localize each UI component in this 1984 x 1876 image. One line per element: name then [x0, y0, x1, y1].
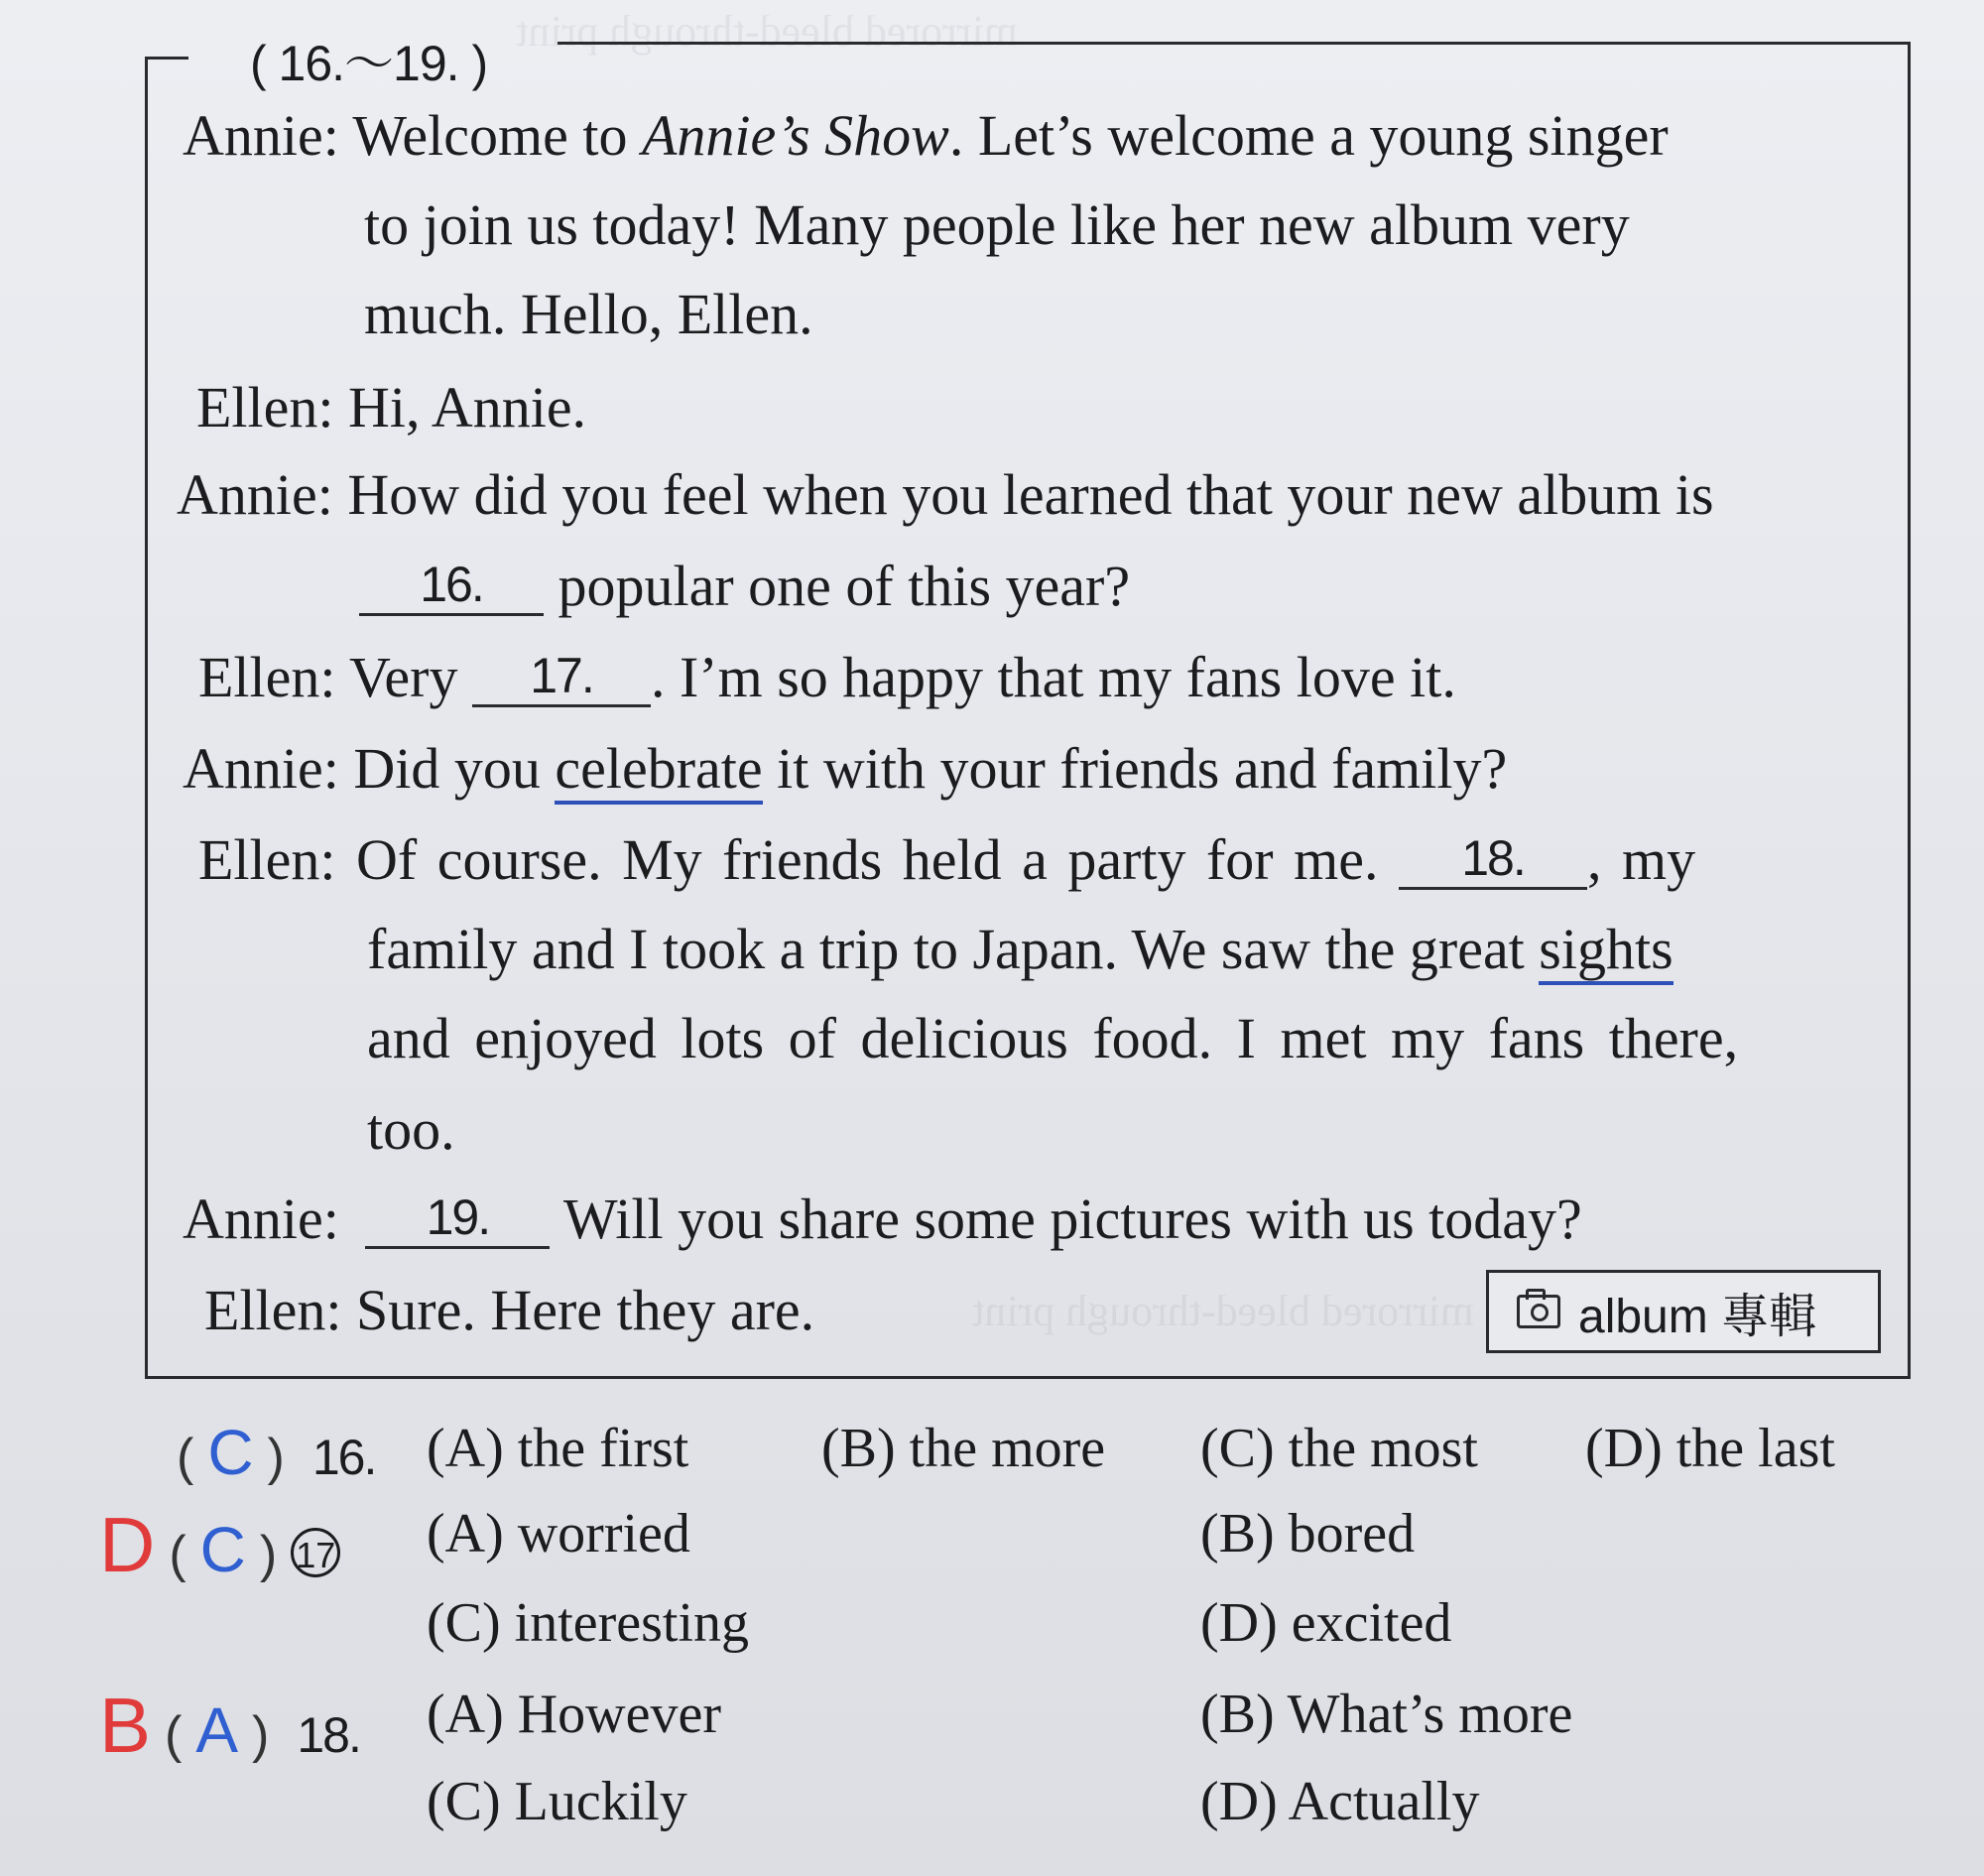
dialogue-line-5 — [177, 462, 1714, 527]
dialogue-line-12: too. — [367, 1097, 455, 1162]
option-17a: (A) worried — [427, 1503, 690, 1564]
answer-paren: ) — [252, 1706, 270, 1764]
speaker-annie: Annie: — [183, 736, 339, 801]
question-18 — [99, 1682, 360, 1769]
dialogue-line-7 — [198, 645, 1456, 711]
question-range: ( 16.～19. ) — [250, 36, 488, 91]
line-text: Did you — [353, 736, 556, 801]
circled-question-number: 17 — [291, 1528, 340, 1577]
blank-18: 18. — [1399, 833, 1587, 890]
answer-paren: ( — [177, 1429, 194, 1486]
line-text: . I’m so happy that my fans love it. — [650, 645, 1456, 709]
dialogue-line-4 — [196, 375, 587, 439]
underlined-word-celebrate: celebrate — [555, 736, 762, 805]
dialogue-line-9 — [198, 827, 1696, 894]
underlined-word-sights: sights — [1539, 917, 1673, 985]
speaker-ellen: Ellen: — [198, 827, 336, 892]
answer-paren: ) — [267, 1429, 285, 1486]
line-text: Welcome to — [352, 103, 642, 168]
dialogue-line-10 — [367, 917, 1674, 981]
dialogue-line-6 — [359, 554, 1131, 620]
blank-19: 19. — [365, 1192, 550, 1249]
option-16d: (D) the last — [1585, 1418, 1835, 1479]
blank-16: 16. — [359, 560, 544, 616]
line-text: Of course. My friends held a party for me. — [356, 827, 1379, 892]
note-icon — [1517, 1295, 1560, 1328]
option-16a: (A) the first — [427, 1418, 689, 1479]
question-17 — [99, 1501, 340, 1588]
line-text: Hi, Annie. — [348, 375, 587, 439]
line-text: popular one of this year? — [558, 554, 1131, 618]
option-18a: (A) However — [427, 1684, 721, 1745]
dialogue-line-8 — [183, 736, 1508, 801]
line-text: Will you share some pictures with us today? — [562, 1187, 1582, 1251]
vocab-box — [1486, 1270, 1881, 1353]
option-18c: (C) Luckily — [427, 1771, 687, 1832]
line-text: How did you feel when you learned that your new album is — [347, 462, 1714, 527]
line-text: Sure. Here they are. — [356, 1278, 815, 1342]
answer-paren: ( — [165, 1706, 183, 1764]
blank-17: 17. — [472, 651, 651, 707]
question-16 — [177, 1417, 376, 1488]
speaker-annie: Annie: — [183, 1187, 339, 1251]
answer-paren: ( — [169, 1526, 186, 1583]
speaker-annie: Annie: — [183, 103, 339, 168]
question-number: 16. — [311, 1430, 376, 1485]
dialogue-line-11: and enjoyed lots of delicious food. I met my fans there, — [367, 1006, 1739, 1070]
handwritten-answer: C — [199, 1514, 246, 1585]
option-17b: (B) bored — [1200, 1503, 1416, 1564]
option-17c: (C) interesting — [427, 1592, 750, 1654]
speaker-annie: Annie: — [177, 462, 333, 527]
dialogue-line-14 — [204, 1278, 815, 1342]
speaker-ellen: Ellen: — [204, 1278, 342, 1342]
frame-left — [145, 57, 148, 1379]
option-18b: (B) What’s more — [1200, 1684, 1573, 1745]
speaker-ellen: Ellen: — [196, 375, 334, 439]
line-text: family and I took a trip to Japan. We saw the great — [367, 917, 1540, 981]
dialogue-line-13 — [183, 1187, 1582, 1253]
option-16c: (C) the most — [1200, 1418, 1478, 1479]
line-text: . Let’s welcome a young singer — [948, 103, 1669, 168]
bleed-through: mirrored bleed-through print — [972, 1287, 1474, 1335]
speaker-ellen: Ellen: — [198, 645, 336, 709]
bleed-through: mirrored bleed-through print — [516, 7, 1018, 56]
line-text: Very — [348, 645, 458, 709]
answer-paren: ) — [259, 1526, 278, 1583]
vocab-text: album 專輯 — [1578, 1290, 1817, 1343]
handwritten-answer: C — [207, 1417, 254, 1488]
question-number: 18. — [297, 1707, 360, 1763]
option-18d: (D) Actually — [1200, 1771, 1480, 1832]
red-correction: D — [99, 1501, 156, 1588]
show-title: Annie’s Show — [641, 103, 949, 168]
handwritten-answer: A — [195, 1694, 239, 1766]
red-correction: B — [99, 1682, 152, 1769]
dialogue-line-3: much. Hello, Ellen. — [364, 282, 813, 346]
dialogue-line-2: to join us today! Many people like her new album very — [364, 192, 1630, 257]
option-17d: (D) excited — [1200, 1592, 1452, 1654]
dialogue-line-1 — [183, 103, 1669, 168]
option-16b: (B) the more — [821, 1418, 1106, 1479]
line-text: , my — [1586, 827, 1696, 892]
line-text: it with your friends and family? — [762, 736, 1508, 801]
